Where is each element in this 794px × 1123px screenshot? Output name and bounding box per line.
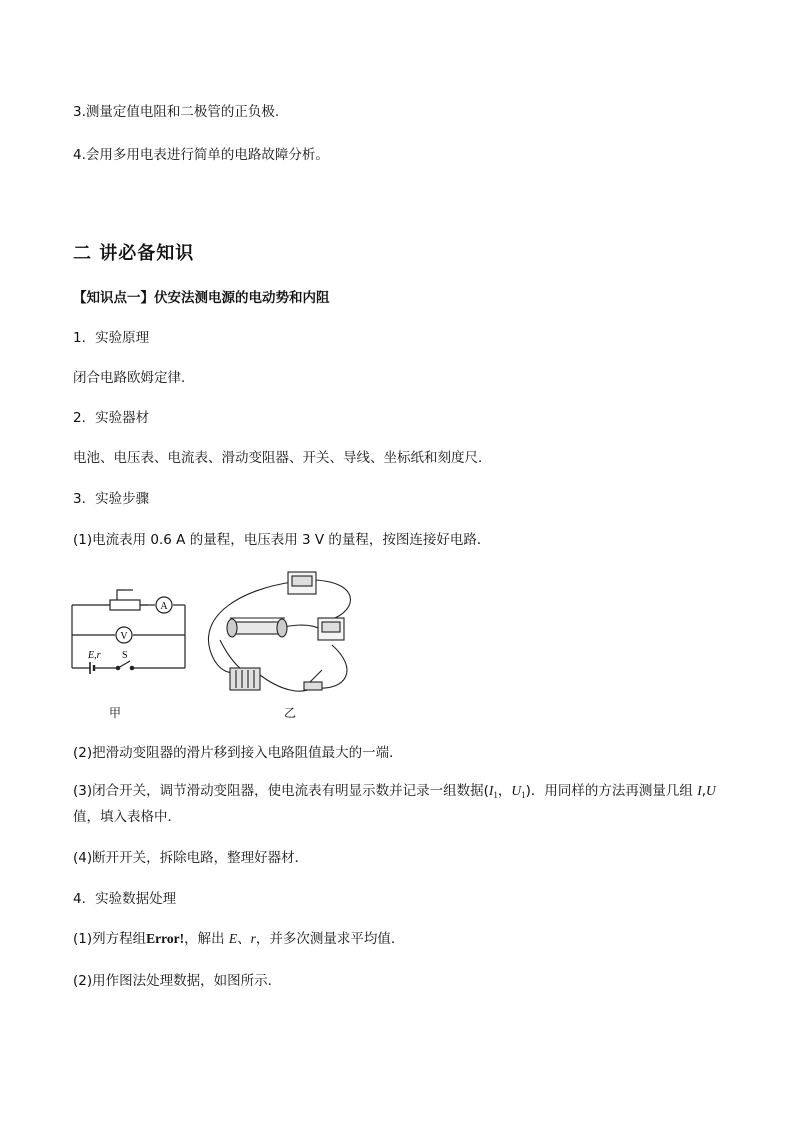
steps-heading: 3．实验步骤 [73, 491, 150, 507]
step-1: (1)电流表用 0.6 A 的量程，电压表用 3 V 的量程，按图连接好电路． [73, 532, 491, 548]
step-2: (2)把滑动变阻器的滑片移到接入电路阻值最大的一端． [73, 745, 403, 761]
equipment-text: 电池、电压表、电流表、滑动变阻器、开关、导线、坐标纸和刻度尺． [73, 450, 492, 466]
step-3-sub-2: 1 [521, 790, 526, 800]
ammeter-label: A [160, 601, 168, 612]
step-3 [73, 782, 716, 804]
data-processing-item-1 [73, 930, 404, 948]
step-3-IU-I: I [697, 783, 702, 798]
step-3-comma-2: , [701, 783, 706, 799]
item-1-part-d: ，并多次测量求平均值． [255, 931, 405, 947]
section-heading: 二 讲必备知识 [73, 243, 195, 264]
item-1-error: Error! [146, 931, 185, 946]
rheostat-symbol [110, 600, 140, 610]
data-processing-item-2: (2)用作图法处理数据，如图所示． [73, 973, 282, 989]
voltmeter-label: V [120, 631, 128, 642]
step-3-U: U [511, 783, 522, 798]
step-3-part-b: )．用同样的方法再测量几组 [525, 783, 698, 799]
step-3-I: I [488, 783, 494, 798]
item-1-part-a: (1)列方程组 [73, 931, 147, 947]
step-3-IU-U: U [706, 783, 716, 798]
step-4: (4)断开开关，拆除电路，整理好器材． [73, 850, 309, 866]
item-1-E: E [228, 931, 238, 946]
knowledge-point-title: 【知识点一】伏安法测电源的电动势和内阻 [73, 290, 330, 306]
source-label: E,r [88, 650, 101, 661]
caption-left: 甲 [109, 706, 122, 720]
item-1-r: r [250, 931, 256, 946]
data-processing-heading: 4．实验数据处理 [73, 891, 177, 907]
switch-label: S [122, 650, 128, 661]
principle-heading: 1．实验原理 [73, 330, 150, 346]
caption-right: 乙 [284, 706, 297, 720]
item-1-part-b: ，解出 [184, 931, 229, 947]
step-3-line-2: 值，填入表格中． [73, 809, 181, 825]
step-3-comma: ， [497, 783, 512, 799]
objective-3: 4.会用多用电表进行简单的电路故障分析。 [73, 147, 329, 163]
circuit-figure [60, 560, 380, 720]
equipment-heading: 2．实验器材 [73, 410, 150, 426]
step-3-sub-1: 1 [493, 790, 498, 800]
apparatus-drawing [208, 572, 350, 691]
circuit-schematic [72, 590, 150, 610]
step-3-part-a: (3)闭合开关，调节滑动变阻器，使电流表有明显示数并记录一组数据( [73, 783, 489, 799]
objective-2: 3.测量定值电阻和二极管的正负极. [73, 104, 280, 120]
principle-text: 闭合电路欧姆定律． [73, 370, 195, 386]
item-1-part-c: 、 [237, 931, 251, 947]
